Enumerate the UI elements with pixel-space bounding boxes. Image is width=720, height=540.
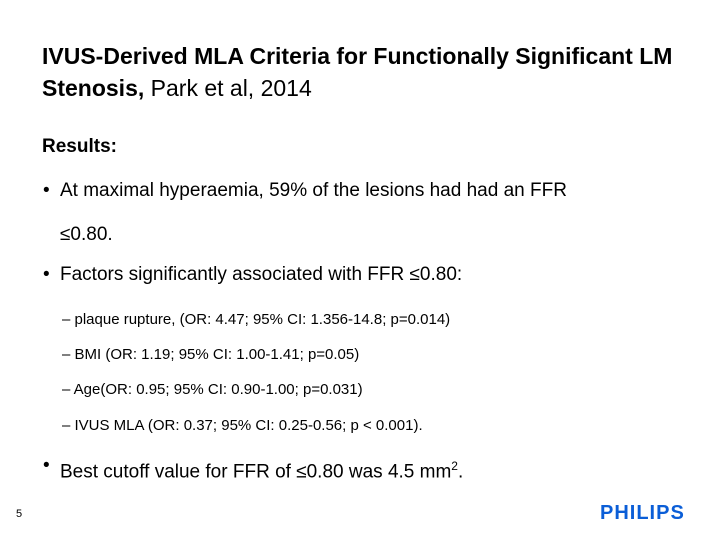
page-number: 5 xyxy=(16,508,23,520)
bullet-cutoff-superscript: 2 xyxy=(451,459,458,473)
bullet-cutoff xyxy=(43,453,680,485)
bullet-hyperaemia-line2: ≤0.80. xyxy=(60,224,113,245)
slide-title-bold: IVUS-Derived MLA Criteria for Functionally Significant LM Stenosis, xyxy=(42,43,673,101)
bullet-cutoff-period: . xyxy=(457,461,464,483)
bullet-dot: • xyxy=(43,455,50,476)
bullet-hyperaemia xyxy=(43,178,660,248)
slide-title xyxy=(42,40,702,104)
slide-title-normal: Park et al, 2014 xyxy=(144,75,312,101)
sub-item-age: – Age(OR: 0.95; 95% CI: 0.90-1.00; p=0.031) xyxy=(62,381,363,398)
bullet-dot: • xyxy=(43,264,50,285)
bullet-factors xyxy=(43,262,680,288)
sub-item-plaque-rupture: – plaque rupture, (OR: 4.47; 95% CI: 1.356-14.8; p=0.014) xyxy=(62,311,451,328)
sub-item-bmi: – BMI (OR: 1.19; 95% CI: 1.00-1.41; p=0.05) xyxy=(62,346,360,363)
bullet-factors-text: Factors significantly associated with FFR ≤0.80: xyxy=(60,264,463,285)
bullet-cutoff-text: Best cutoff value for FFR of ≤0.80 was 4.5 mm xyxy=(60,461,452,483)
bullet-hyperaemia-line1: At maximal hyperaemia, 59% of the lesions had had an FFR xyxy=(60,180,567,201)
results-label: Results: xyxy=(42,136,117,157)
philips-logo: PHILIPS xyxy=(600,502,685,524)
bullet-dot: • xyxy=(43,180,50,201)
sub-item-ivus-mla: – IVUS MLA (OR: 0.37; 95% CI: 0.25-0.56; p < 0.001). xyxy=(62,417,423,434)
